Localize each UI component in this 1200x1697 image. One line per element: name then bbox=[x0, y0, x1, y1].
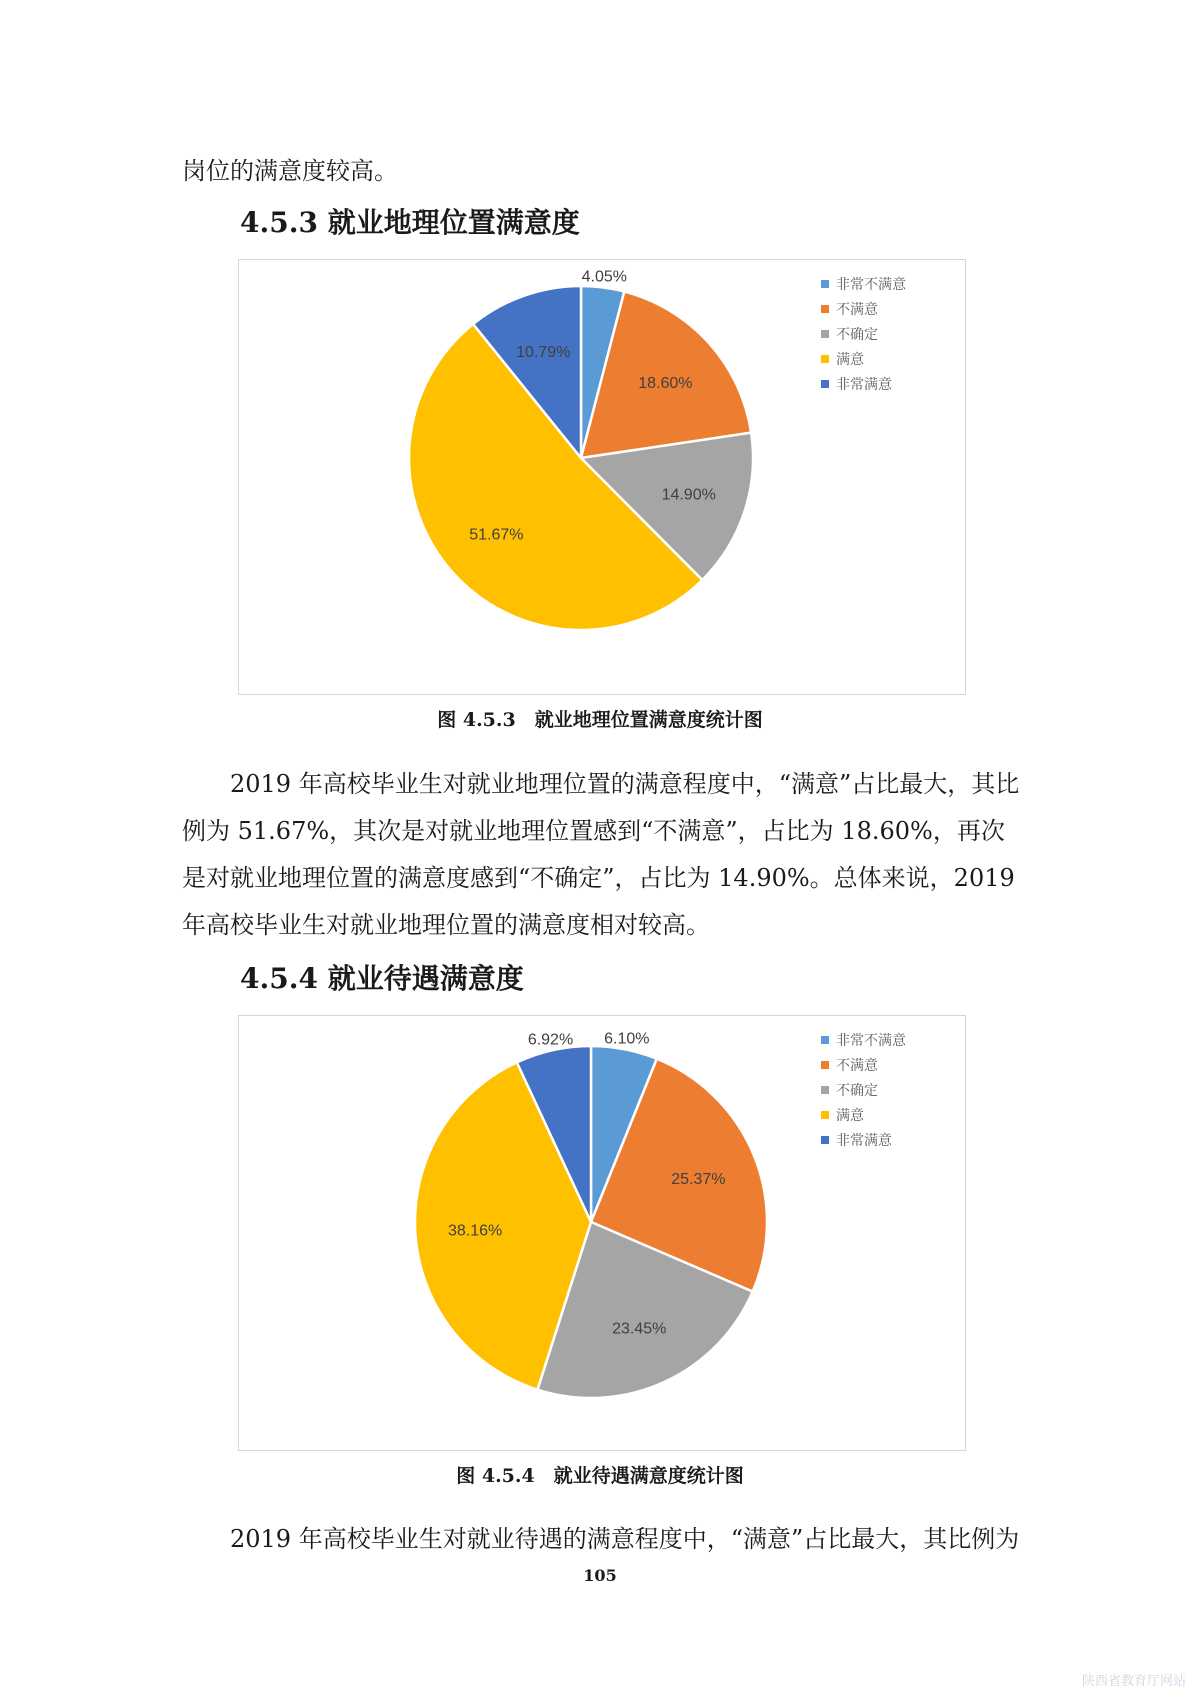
page-number: 105 bbox=[583, 1566, 617, 1585]
legend-label: 不满意 bbox=[836, 1058, 878, 1074]
pie-chart-location-svg bbox=[239, 260, 967, 696]
figure-caption-salary: 图 4.5.4 就业待遇满意度统计图 bbox=[456, 1465, 744, 1487]
pie-chart-location bbox=[238, 259, 966, 695]
legend-label: 非常不满意 bbox=[836, 277, 906, 293]
data-label: 4.05% bbox=[581, 268, 627, 286]
intro-text: 岗位的满意度较高。 bbox=[182, 157, 398, 185]
legend-swatch bbox=[821, 1111, 829, 1119]
data-label: 6.10% bbox=[604, 1030, 650, 1048]
data-label: 51.67% bbox=[469, 526, 524, 544]
legend-swatch bbox=[821, 380, 829, 388]
legend-swatch bbox=[821, 1061, 829, 1069]
legend-label: 非常满意 bbox=[836, 377, 892, 393]
legend-swatch bbox=[821, 305, 829, 313]
legend-swatch bbox=[821, 355, 829, 363]
legend-label: 非常满意 bbox=[836, 1133, 892, 1149]
legend-label: 不确定 bbox=[836, 327, 878, 343]
data-label: 6.92% bbox=[527, 1031, 574, 1049]
legend-swatch bbox=[821, 1136, 829, 1144]
legend-label: 不满意 bbox=[836, 302, 878, 318]
figure-caption-location: 图 4.5.3 就业地理位置满意度统计图 bbox=[437, 709, 763, 731]
data-label: 38.16% bbox=[447, 1222, 503, 1240]
legend-swatch bbox=[821, 1086, 829, 1094]
section-heading-salary: 4.5.4 就业待遇满意度 bbox=[240, 962, 524, 995]
section-heading-location: 4.5.3 就业地理位置满意度 bbox=[240, 206, 580, 239]
data-label: 18.60% bbox=[638, 375, 693, 393]
data-label: 23.45% bbox=[612, 1320, 667, 1338]
data-label: 14.90% bbox=[661, 486, 716, 504]
legend-label: 非常不满意 bbox=[836, 1033, 906, 1049]
legend-label: 满意 bbox=[836, 1108, 864, 1124]
data-label: 25.37% bbox=[671, 1170, 726, 1188]
pie-chart-salary-svg bbox=[239, 1016, 967, 1452]
legend-label: 满意 bbox=[836, 352, 864, 368]
watermark: 陕西省教育厅网站 bbox=[1081, 1674, 1186, 1689]
legend-label: 不确定 bbox=[836, 1083, 878, 1099]
legend-swatch bbox=[821, 330, 829, 338]
paragraph-salary: 2019 年高校毕业生对就业待遇的满意程度中，“满意”占比最大，其比例为 bbox=[230, 1525, 1020, 1553]
paragraph-location: 2019 年高校毕业生对就业地理位置的满意程度中，“满意”占比最大，其比例为 51.67%，其次是对就业地理位置感到“不满意”，占比为 18.60%，再次是对就业地理位置的满意度感到“不确定”，占比为 14.90%。总体来说，2019 年高校毕业生对就业地理位置的满意度相对较高。 bbox=[182, 770, 1020, 939]
data-label: 10.79% bbox=[516, 343, 571, 361]
pie-chart-salary bbox=[238, 1015, 966, 1451]
legend-swatch bbox=[821, 1036, 829, 1044]
legend-swatch bbox=[821, 280, 829, 288]
